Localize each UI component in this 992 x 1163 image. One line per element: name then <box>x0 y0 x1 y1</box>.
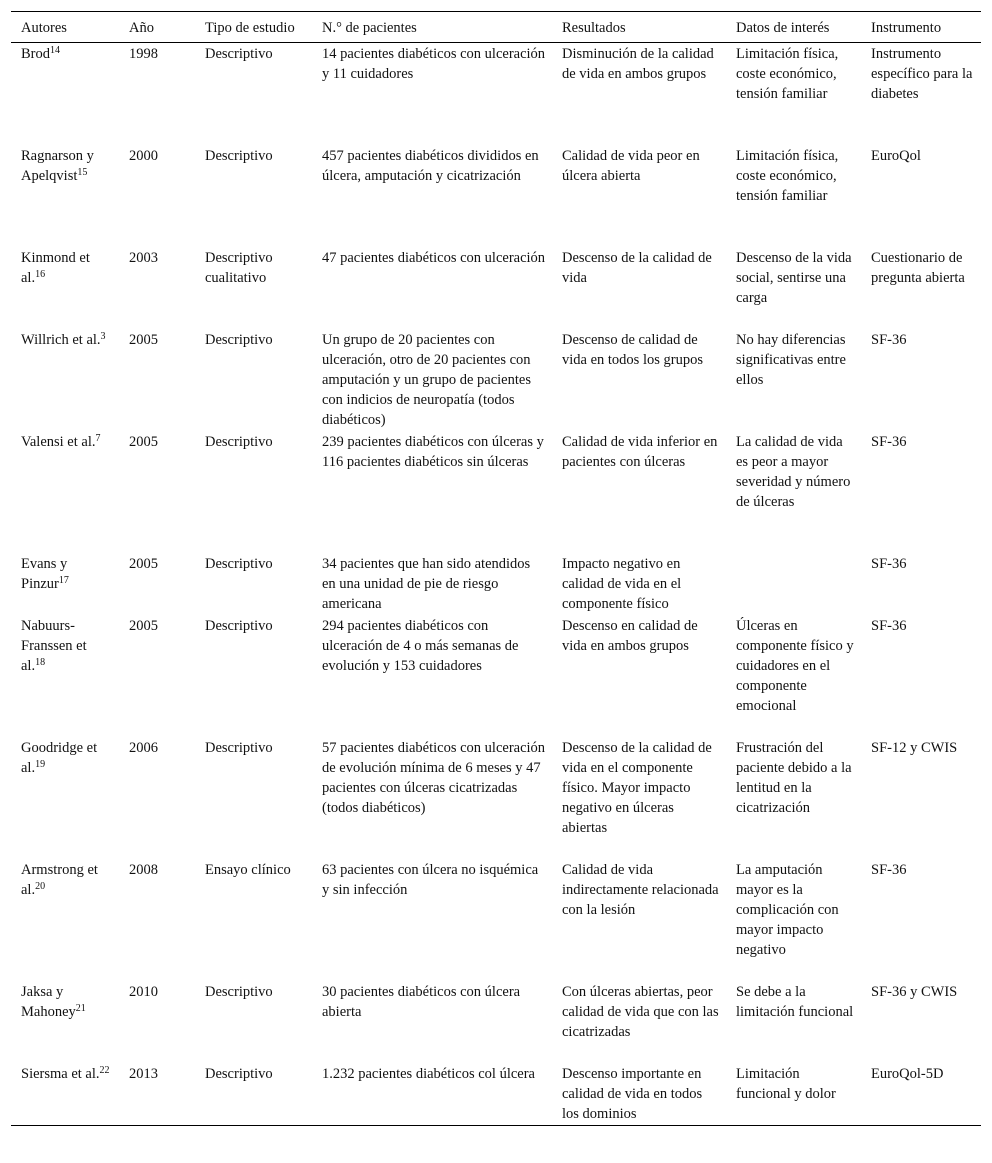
cell-patients: 294 pacientes diabéticos con ulceración de 4 o más semanas de evolución y 153 cuidadores <box>322 617 519 674</box>
cell-year: 2003 <box>129 249 158 266</box>
cell-author <box>11 431 119 553</box>
header-year: Año <box>129 20 154 36</box>
cell-study-type: Descriptivo <box>205 433 273 450</box>
cell-results: Descenso de la calidad de vida en el componente físico. Mayor impacto negativo en úlceras abiertas <box>562 739 712 836</box>
cell-year: 2010 <box>129 983 158 1000</box>
cell-year: 2008 <box>129 861 158 878</box>
cell-study-type: Descriptivo <box>205 46 273 62</box>
table-row <box>11 615 981 737</box>
studies-table <box>11 11 981 1126</box>
table-row <box>11 737 981 859</box>
author-name: Kinmond et al. <box>21 249 90 286</box>
cell-author <box>11 145 119 247</box>
cell-author <box>11 981 119 1063</box>
reference-number: 14 <box>50 45 60 56</box>
cell-results: Calidad de vida inferior en pacientes con úlceras <box>562 433 718 470</box>
reference-number: 20 <box>35 880 46 892</box>
author-name: Nabuurs-Franssen et al. <box>21 617 87 674</box>
cell-instrument: SF-36 <box>871 861 907 878</box>
cell-patients: 1.232 pacientes diabéticos col úlcera <box>322 1065 535 1082</box>
reference-number: 19 <box>35 758 46 770</box>
cell-year: 2013 <box>129 1065 158 1082</box>
cell-year: 2005 <box>129 617 158 634</box>
author-name: Ragnarson y Apelqvist <box>21 147 94 184</box>
author-name: Brod <box>21 46 50 62</box>
header-patients: N.° de pacientes <box>322 20 417 36</box>
reference-number: 22 <box>99 1064 110 1076</box>
header-notes: Datos de interés <box>736 20 830 36</box>
author-name: Armstrong et al. <box>21 861 98 898</box>
cell-year: 2005 <box>129 555 158 572</box>
cell-year: 2005 <box>129 433 158 450</box>
cell-notes: No hay diferencias significativas entre ellos <box>736 331 846 388</box>
header-study-type: Tipo de estudio <box>205 20 295 36</box>
cell-notes: Limitación funcional y dolor <box>736 1065 836 1102</box>
cell-study-type: Descriptivo <box>205 739 273 756</box>
table-row <box>11 431 981 553</box>
reference-number: 3 <box>100 330 106 342</box>
cell-author <box>11 859 119 981</box>
cell-year: 2005 <box>129 331 158 348</box>
cell-instrument: SF-36 <box>871 617 907 634</box>
cell-instrument: SF-36 <box>871 433 907 450</box>
cell-results: Descenso de calidad de vida en todos los grupos <box>562 331 703 368</box>
cell-patients: 34 pacientes que han sido atendidos en una unidad de pie de riesgo americana <box>322 555 531 612</box>
header-instrument: Instrumento <box>871 20 942 36</box>
header-authors: Autores <box>21 20 67 36</box>
cell-instrument: SF-12 y CWIS <box>871 739 958 756</box>
cell-notes: Descenso de la vida social, sentirse una carga <box>736 249 852 306</box>
cell-study-type: Descriptivo cualitativo <box>205 249 273 286</box>
cell-instrument: EuroQol <box>871 147 921 164</box>
cell-instrument: SF-36 y CWIS <box>871 983 958 1000</box>
cell-author <box>11 737 119 859</box>
cell-patients: 30 pacientes diabéticos con úlcera abierta <box>322 983 521 1020</box>
cell-results: Calidad de vida peor en úlcera abierta <box>562 147 700 184</box>
reference-number: 18 <box>35 656 46 668</box>
table-row <box>11 859 981 981</box>
header-row <box>11 12 981 43</box>
reference-number: 15 <box>77 166 88 178</box>
cell-instrument: SF-36 <box>871 331 907 348</box>
cell-author <box>11 329 119 431</box>
author-name: Valensi et al. <box>21 433 96 450</box>
cell-patients: Un grupo de 20 pacientes con ulceración, otro de 20 pacientes con amputación y un grupo de pacientes con indicios de neuropatía (todos diabéticos) <box>322 331 531 428</box>
cell-results: Descenso en calidad de vida en ambos grupos <box>562 617 698 654</box>
cell-study-type: Descriptivo <box>205 555 273 572</box>
cell-results: Descenso importante en calidad de vida en todos los dominios <box>562 1065 703 1122</box>
cell-results: Descenso de la calidad de vida <box>562 249 712 286</box>
header-results: Resultados <box>562 20 626 36</box>
cell-author <box>11 553 119 615</box>
cell-results: Disminución de la calidad de vida en ambos grupos <box>562 46 714 82</box>
cell-author <box>11 247 119 329</box>
studies-table-container <box>11 11 981 1126</box>
cell-notes: Limitación física, coste económico, tensión familiar <box>736 46 839 102</box>
cell-notes: Se debe a la limitación funcional <box>736 983 854 1020</box>
cell-results: Calidad de vida indirectamente relacionada con la lesión <box>562 861 719 918</box>
cell-study-type: Descriptivo <box>205 1065 273 1082</box>
cell-notes: Frustración del paciente debido a la lentitud en la cicatrización <box>736 739 852 816</box>
cell-instrument: EuroQol-5D <box>871 1065 944 1082</box>
cell-patients: 457 pacientes diabéticos divididos en úlcera, amputación y cicatrización <box>322 147 539 184</box>
cell-year: 2006 <box>129 739 158 756</box>
table-row <box>11 247 981 329</box>
cell-instrument: Cuestionario de pregunta abierta <box>871 249 965 286</box>
cell-results: Con úlceras abiertas, peor calidad de vida que con las cicatrizadas <box>562 983 719 1040</box>
cell-study-type: Descriptivo <box>205 617 273 634</box>
cell-results: Impacto negativo en calidad de vida en el componente físico <box>562 555 682 612</box>
cell-notes <box>726 553 861 615</box>
table-row <box>11 329 981 431</box>
cell-notes: La amputación mayor es la complicación con mayor impacto negativo <box>736 861 839 958</box>
reference-number: 16 <box>35 268 46 280</box>
cell-study-type: Ensayo clínico <box>205 861 291 878</box>
cell-notes: La calidad de vida es peor a mayor severidad y número de úlceras <box>736 433 851 510</box>
cell-notes: Limitación física, coste económico, tensión familiar <box>736 147 839 204</box>
cell-instrument: SF-36 <box>871 555 907 572</box>
author-name: Jaksa y Mahoney <box>21 983 76 1020</box>
cell-author <box>11 43 119 145</box>
cell-author <box>11 615 119 737</box>
cell-author <box>11 1063 119 1126</box>
reference-number: 17 <box>58 574 69 586</box>
cell-study-type: Descriptivo <box>205 331 273 348</box>
cell-patients: 57 pacientes diabéticos con ulceración de evolución mínima de 6 meses y 47 pacientes con úlceras cicatrizadas (todos diabéticos) <box>322 739 546 816</box>
cell-year: 1998 <box>129 46 158 62</box>
cell-study-type: Descriptivo <box>205 983 273 1000</box>
table-row <box>11 553 981 615</box>
author-name: Evans y Pinzur <box>21 555 68 592</box>
author-name: Willrich et al. <box>21 331 101 348</box>
table-row <box>11 145 981 247</box>
cell-study-type: Descriptivo <box>205 147 273 164</box>
table-row <box>11 1063 981 1126</box>
author-name: Siersma et al. <box>21 1065 100 1082</box>
reference-number: 7 <box>95 432 101 444</box>
cell-patients: 239 pacientes diabéticos con úlceras y 116 pacientes diabéticos sin úlceras <box>322 433 544 470</box>
cell-year: 2000 <box>129 147 158 164</box>
table-row <box>11 43 981 145</box>
cell-patients: 47 pacientes diabéticos con ulceración <box>322 249 546 266</box>
table-row <box>11 981 981 1063</box>
cell-patients: 14 pacientes diabéticos con ulceración y 11 cuidadores <box>322 46 546 82</box>
author-name: Goodridge et al. <box>21 739 98 776</box>
cell-notes: Úlceras en componente físico y cuidadores en el componente emocional <box>736 617 854 714</box>
cell-patients: 63 pacientes con úlcera no isquémica y sin infección <box>322 861 539 898</box>
cell-instrument: Instrumento específico para la diabetes <box>871 46 973 102</box>
reference-number: 21 <box>75 1002 86 1014</box>
